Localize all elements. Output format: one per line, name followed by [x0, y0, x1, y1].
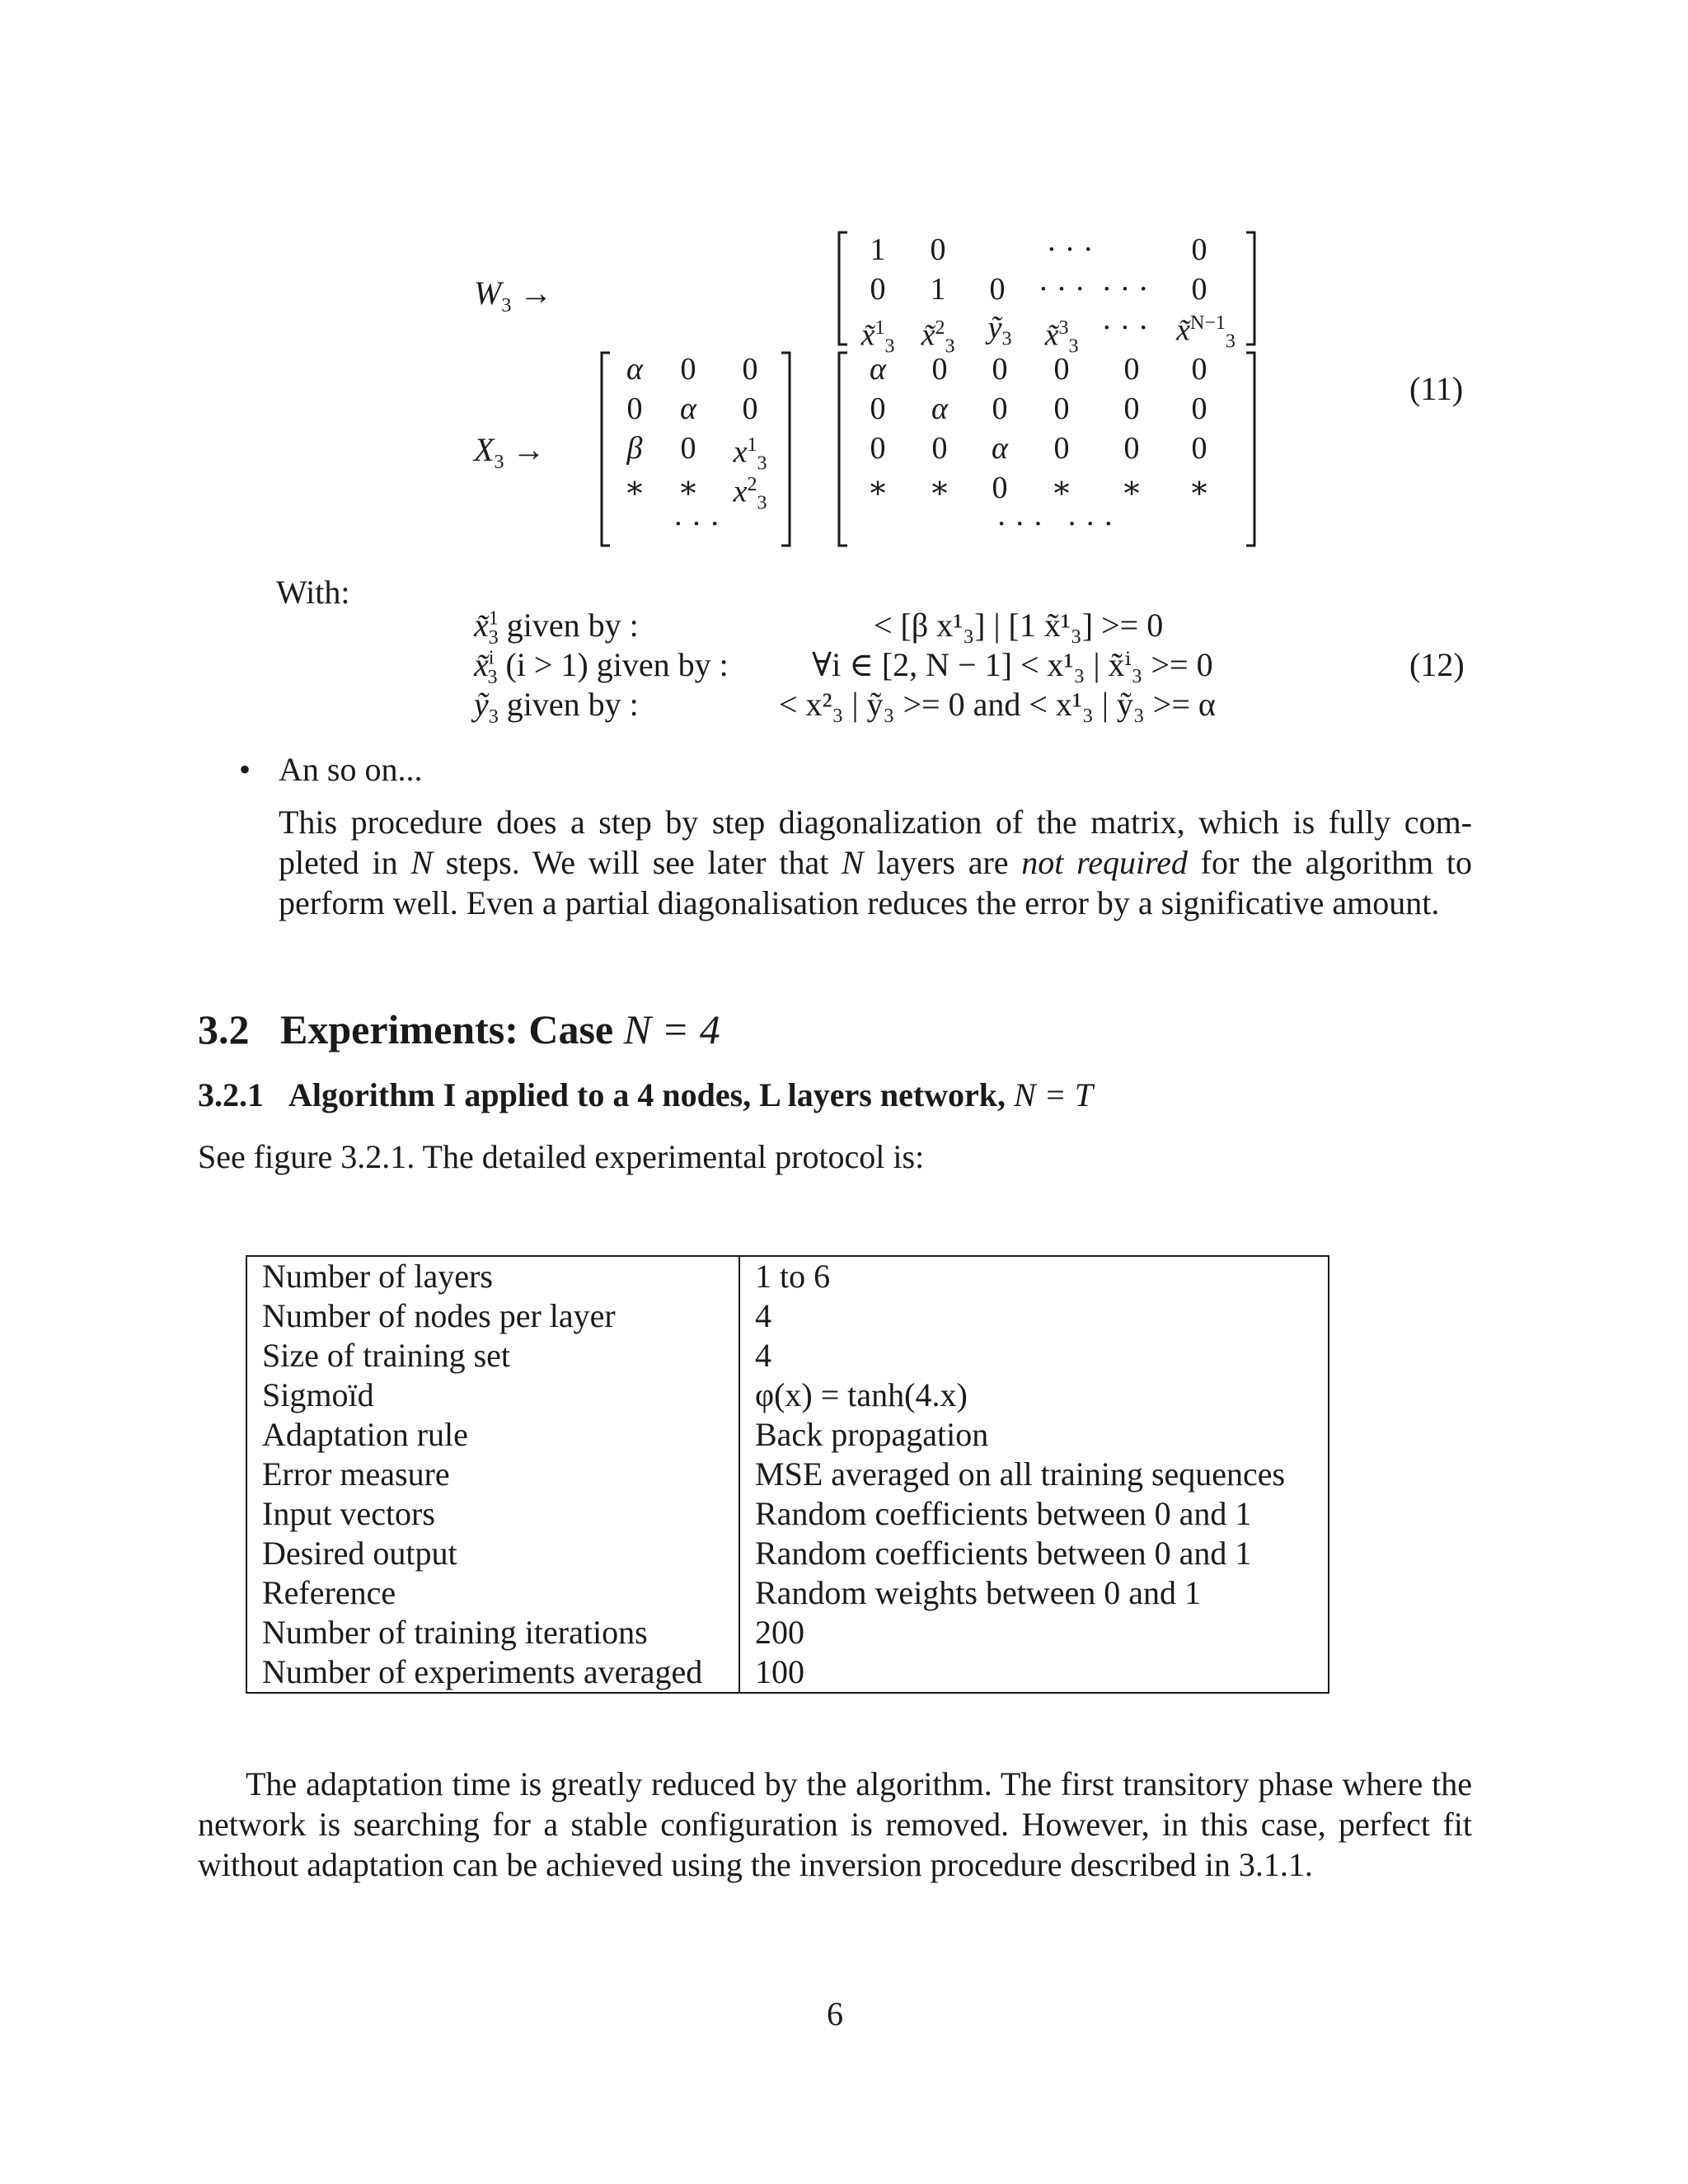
- table-row: [246, 1256, 1329, 1296]
- matrix-cell: x̃$^3_3$: [1044, 317, 1079, 358]
- table-row: [246, 1534, 1329, 1573]
- matrix-cell: $x^2_3$: [733, 474, 767, 514]
- eq12-line2-lhs: x̃$^i_3$ (i > 1) given by :: [474, 646, 729, 688]
- x3-label: $X_3$ →: [474, 431, 546, 473]
- matrix-cell: ∗: [867, 471, 889, 505]
- matrix-cell: ∗: [1121, 471, 1142, 505]
- matrix-cell: 0: [742, 352, 758, 387]
- matrix-cell: 1: [930, 272, 946, 307]
- matrix-cell: 0: [1123, 431, 1140, 466]
- matrix-cell: 0: [1191, 352, 1207, 387]
- page-number: 6: [827, 1995, 843, 2032]
- bullet-paragraph: This procedure does a step by step diagonalization of the matrix, which is fully com- pleted in N steps. We will see later that N layers are not required for the algorithm to perform well. Even a partial diagonalisation reduces the error by a significative amount.: [279, 804, 1472, 921]
- protocol-value: MSE averaged on all training sequences: [755, 1455, 1286, 1493]
- matrix-cell: 0: [1191, 272, 1207, 307]
- matrix-cell: α: [626, 352, 643, 387]
- eq12-line3-rhs: < x²₃ | ỹ₃ >= 0 and < x¹₃ | ỹ₃ >= α: [779, 686, 1216, 723]
- matrix-cell: α: [992, 431, 1008, 466]
- matrix-cell: 0: [1123, 352, 1140, 387]
- matrix-cell: x̃$^{N-1}_3$: [1176, 312, 1236, 353]
- matrix-cell: α: [870, 352, 886, 387]
- matrix-cell: ỹ$_3$: [987, 311, 1012, 350]
- matrix-cell: 1: [870, 232, 886, 267]
- bullet-text: An so on...: [279, 751, 423, 788]
- protocol-value: 200: [755, 1614, 804, 1651]
- protocol-table: [246, 1255, 1329, 1694]
- matrix-cell: 0: [870, 431, 886, 466]
- protocol-value: 1 to 6: [755, 1258, 831, 1295]
- matrix-cell: 0: [1191, 232, 1207, 267]
- matrix-cell: 0: [930, 232, 946, 267]
- protocol-label: Input vectors: [246, 1494, 739, 1534]
- subsection-heading: 3.2.1 Algorithm I applied to a 4 nodes, L layers network, N = T: [198, 1076, 1093, 1113]
- protocol-value: 100: [755, 1653, 804, 1690]
- protocol-label: Number of training iterations: [246, 1613, 739, 1652]
- matrix-cell: 0: [1191, 391, 1207, 426]
- matrix-cell: 0: [931, 431, 948, 466]
- matrix-cell: ∗: [929, 471, 950, 505]
- eq12-line2-rhs: ∀i ∈ [2, N − 1] < x¹₃ | x̃ⁱ₃ >= 0: [812, 646, 1213, 683]
- protocol-value: Back propagation: [755, 1416, 989, 1453]
- protocol-label: Sigmoïd: [246, 1376, 739, 1415]
- matrix-cell: 0: [680, 352, 696, 387]
- protocol-label: Number of nodes per layer: [246, 1296, 739, 1336]
- protocol-label: Desired output: [246, 1534, 739, 1573]
- matrix-cell: 0: [992, 471, 1008, 505]
- matrix-cell: 0: [931, 352, 948, 387]
- matrix-cell: 0: [1053, 352, 1070, 387]
- section-heading: 3.2 Experiments: Case N = 4: [198, 1006, 720, 1052]
- matrix-cell: x̃$^2_3$: [921, 317, 955, 358]
- w3-label: $W_3$ →: [474, 274, 553, 316]
- table-row: [246, 1415, 1329, 1455]
- table-row: [246, 1336, 1329, 1376]
- protocol-value: Random coefficients between 0 and 1: [755, 1495, 1252, 1532]
- equation-number-12: (12): [1409, 646, 1465, 683]
- matrix-cell: 0: [626, 391, 643, 426]
- matrix-cell: · · ·: [1101, 311, 1149, 345]
- matrix-cell: α: [680, 391, 696, 426]
- table-row: [246, 1573, 1329, 1613]
- matrix-cell: · · ·: [1101, 272, 1149, 307]
- matrix-cell: $x^1_3$: [733, 434, 767, 475]
- protocol-label: Number of experiments averaged: [246, 1652, 739, 1693]
- protocol-label: Error measure: [246, 1455, 739, 1494]
- matrix-cell: 0: [992, 352, 1008, 387]
- matrix-cell: ∗: [1189, 471, 1210, 505]
- protocol-value: Random weights between 0 and 1: [755, 1574, 1201, 1611]
- table-row: [246, 1652, 1329, 1693]
- matrix-cell: · · ·: [1038, 272, 1085, 307]
- bullet-marker: •: [239, 751, 251, 788]
- matrix-cell: 0: [742, 391, 758, 426]
- table-row: [246, 1296, 1329, 1336]
- matrix-cell: 0: [1053, 431, 1070, 466]
- protocol-value: φ(x) = tanh(4.x): [755, 1376, 968, 1413]
- matrix-cell: ∗: [678, 471, 699, 505]
- with-label: With:: [276, 574, 350, 611]
- closing-paragraph: The adaptation time is greatly reduced by the algorithm. The first transitory phase where the network is searching for a stable configuration is removed. However, in this case, perfect fit without adaptation can be achieved using the inversion procedure described in 3.1.1.: [198, 1765, 1472, 1883]
- matrix-brackets: [0, 0, 1688, 577]
- matrix-cell: 0: [870, 391, 886, 426]
- matrix-dots: · · ·: [673, 507, 720, 541]
- matrix-cell: · · ·: [1046, 232, 1094, 267]
- table-row: [246, 1494, 1329, 1534]
- matrix-cell: 0: [992, 391, 1008, 426]
- protocol-value: Random coefficients between 0 and 1: [755, 1535, 1252, 1572]
- matrix-cell: 0: [1191, 431, 1207, 466]
- eq12-line1-rhs: < [β x¹₃] | [1 x̃¹₃] >= 0: [874, 607, 1164, 644]
- protocol-label: Number of layers: [246, 1256, 739, 1296]
- matrix-cell: 0: [1123, 391, 1140, 426]
- table-row: [246, 1613, 1329, 1652]
- table-row: [246, 1376, 1329, 1415]
- matrix-cell: 0: [680, 431, 696, 466]
- matrix-cell: 0: [1053, 391, 1070, 426]
- eq12-line3-lhs: ỹ$_3$ given by :: [474, 686, 639, 728]
- matrix-cell: α: [931, 391, 948, 426]
- equation-number-11: (11): [1409, 370, 1464, 407]
- protocol-label: Size of training set: [246, 1336, 739, 1376]
- protocol-value: 4: [755, 1297, 771, 1334]
- matrix-cell: ∗: [1051, 471, 1072, 505]
- protocol-value: 4: [755, 1337, 771, 1374]
- intro-text: See figure 3.2.1. The detailed experimental protocol is:: [198, 1138, 925, 1175]
- protocol-label: Reference: [246, 1573, 739, 1613]
- matrix-dots: · · · · · ·: [996, 507, 1114, 541]
- protocol-label: Adaptation rule: [246, 1415, 739, 1455]
- matrix-cell: ∗: [624, 471, 645, 505]
- matrix-cell: 0: [870, 272, 886, 307]
- eq12-line1-lhs: x̃$^1_3$ given by :: [474, 607, 639, 649]
- matrix-cell: β: [626, 431, 643, 466]
- table-row: [246, 1455, 1329, 1494]
- matrix-cell: 0: [989, 272, 1006, 307]
- matrix-cell: x̃$^1_3$: [860, 317, 895, 358]
